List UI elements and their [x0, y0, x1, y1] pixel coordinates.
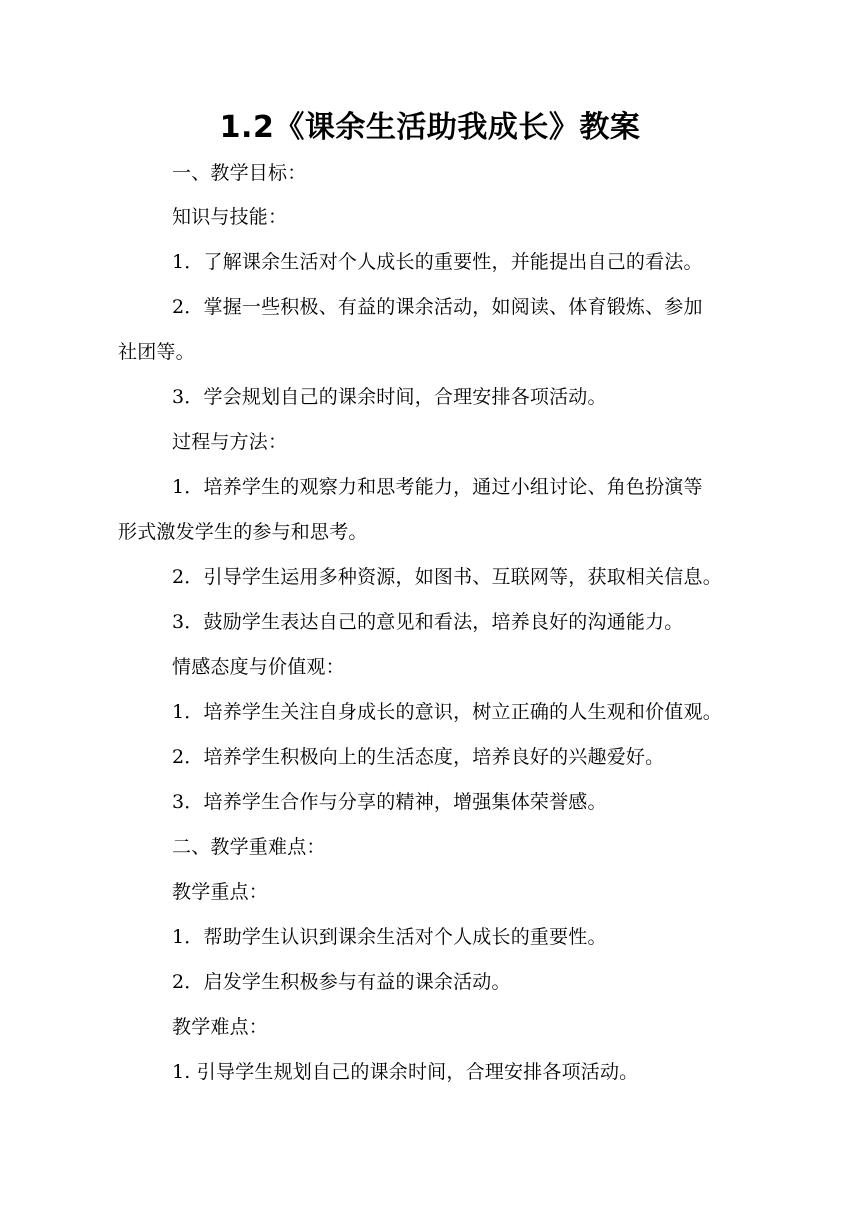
subheading-teaching-focus: 教学重点： — [172, 881, 269, 903]
paragraph-continuation-line: 社团等。 — [118, 341, 195, 363]
paragraph-line: 2．培养学生积极向上的生活态度，培养良好的兴趣爱好。 — [172, 746, 665, 768]
paragraph-line: 1．培养学生关注自身成长的意识，树立正确的人生观和价值观。 — [172, 701, 722, 723]
section-heading-objectives: 一、教学目标： — [172, 162, 307, 184]
subheading-knowledge-skills: 知识与技能： — [172, 206, 288, 228]
subheading-teaching-difficulty: 教学难点： — [172, 1016, 269, 1038]
paragraph-line: 3．鼓励学生表达自己的意见和看法，培养良好的沟通能力。 — [172, 611, 684, 633]
document-title: 1.2《课余生活助我成长》教案 — [219, 110, 641, 145]
paragraph-line: 1．培养学生的观察力和思考能力，通过小组讨论、角色扮演等 — [172, 476, 703, 498]
paragraph-line: 2．启发学生积极参与有益的课余活动。 — [172, 971, 511, 993]
paragraph-line: 1．帮助学生认识到课余生活对个人成长的重要性。 — [172, 926, 607, 948]
paragraph-line: 1．了解课余生活对个人成长的重要性，并能提出自己的看法。 — [172, 251, 703, 273]
paragraph-line: 1. 引导学生规划自己的课余时间，合理安排各项活动。 — [172, 1061, 639, 1083]
paragraph-line: 3．培养学生合作与分享的精神，增强集体荣誉感。 — [172, 791, 607, 813]
paragraph-line: 2．掌握一些积极、有益的课余活动，如阅读、体育锻炼、参加 — [172, 296, 703, 318]
paragraph-continuation-line: 形式激发学生的参与和思考。 — [118, 521, 368, 543]
paragraph-line: 2．引导学生运用多种资源，如图书、互联网等，获取相关信息。 — [172, 566, 722, 588]
paragraph-line: 3．学会规划自己的课余时间，合理安排各项活动。 — [172, 386, 607, 408]
subheading-process-methods: 过程与方法： — [172, 431, 288, 453]
subheading-emotions-values: 情感态度与价值观： — [172, 656, 345, 678]
section-heading-key-difficulties: 二、教学重难点： — [172, 836, 326, 858]
